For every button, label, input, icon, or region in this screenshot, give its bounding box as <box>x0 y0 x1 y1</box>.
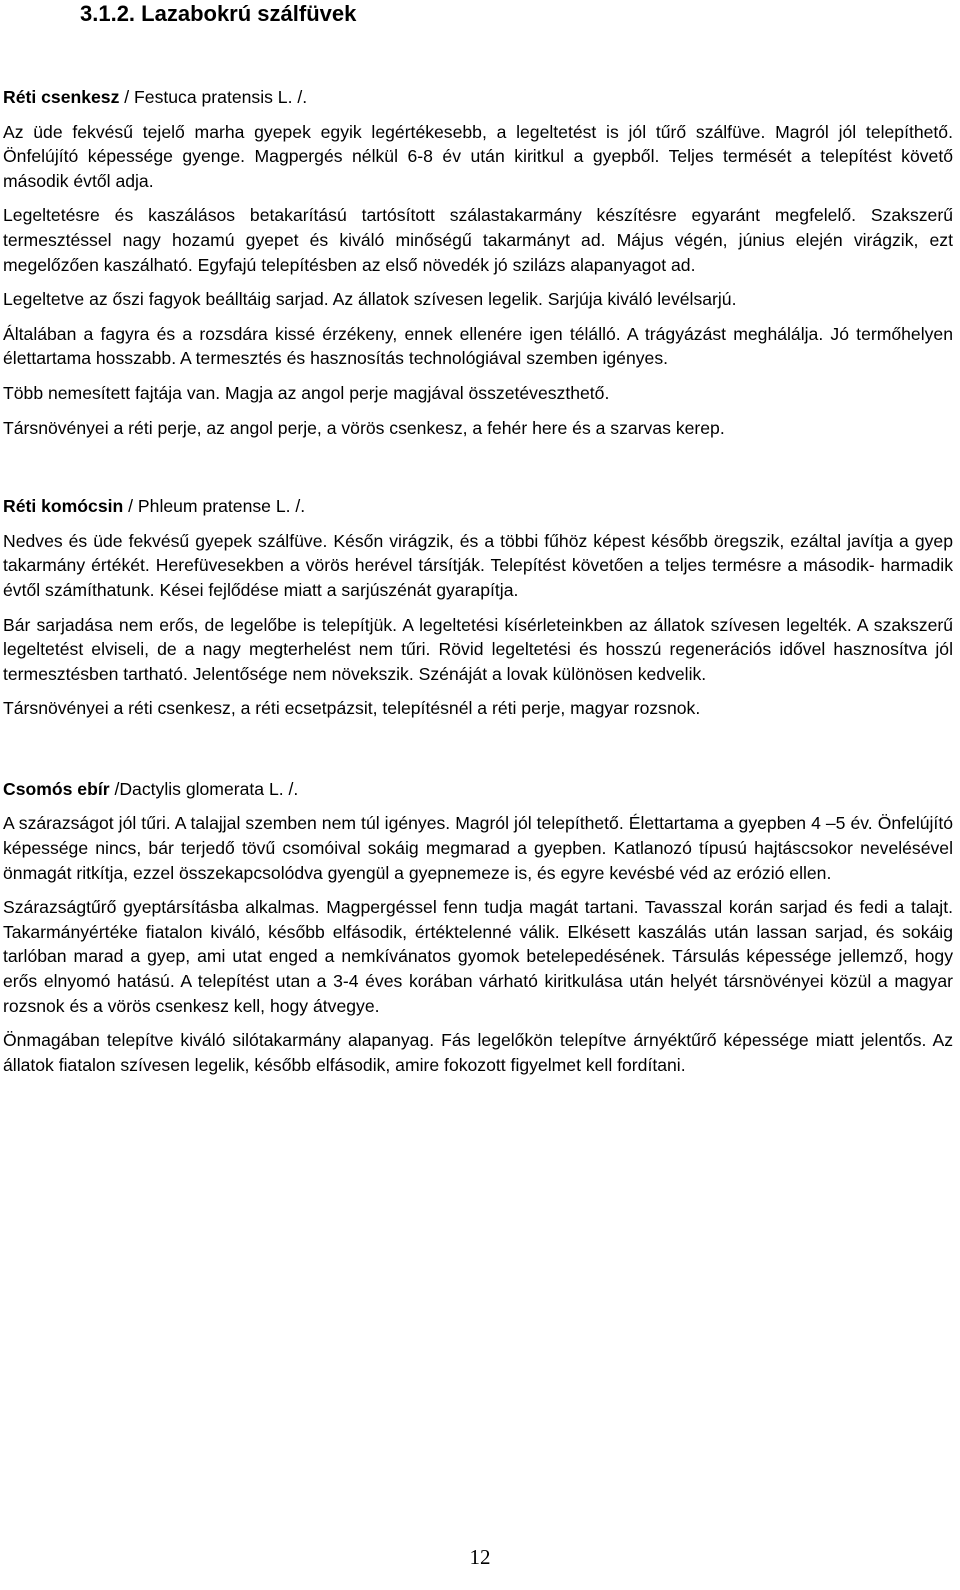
species-name: Réti komócsin <box>3 496 124 517</box>
species-title <box>3 777 953 802</box>
page-number: 12 <box>469 1545 491 1569</box>
paragraph: Bár sarjadása nem erős, de legelőbe is telepítjük. A legeltetési kísérleteinkben az állatok szívesen legelték. A szakszerű legeltetést elviseli, de a nagy megterhelést nem tűri. Rövid legeltetési és hosszú regenerációs idővel hasznosítva jól termesztésben tartható. Jelentősége nem növekszik. Szénáját a lovak különösen kedvelik. <box>3 614 953 684</box>
paragraph: Társnövényei a réti csenkesz, a réti ecsetpázsit, telepítésnél a réti perje, magyar rozsnok. <box>3 698 701 719</box>
species-block-reti-csenkesz <box>3 85 953 440</box>
paragraph: Legeltetve az őszi fagyok beálltáig sarjad. Az állatok szívesen legelik. Sarjúja kiváló levélsarjú. <box>3 289 737 310</box>
paragraph: Legeltetésre és kaszálásos betakarítású tartósított szálastakarmány készítésre egyaránt megfelelő. Szakszerű termesztéssel nagy hozamú gyepet és kiváló minőségű takarmányt ad. Május végén, június elején virágzik, ezt megelőzően kaszálható. Egyfajú telepítésben az első növedék jó szilázs alapanyagot ad. <box>3 205 953 275</box>
paragraph: Szárazságtűrő gyeptársításba alkalmas. Magpergéssel fenn tudja magát tartani. Tavasszal korán sarjad és fedi a talajt. Takarmányértéke fiatalon kiváló, később elfásodik, értéktelenné válik. Elkésett kaszálás után lassan sarjad, és sokáig tarlóban marad a gyep, ami utat enged a nemkívánatos gyomok betelepedésének. Társulás képessége jellemző, hogy erős elnyomó hatású. A telepítést utan a 3-4 éves korában várható kiritkulása után helyét társnövényei közül a magyar rozsnok és a vörös csenkesz kell, hogy átvegye. <box>3 897 953 1016</box>
paragraph: Önmagában telepítve kiváló silótakarmány alapanyag. Fás legelőkön telepítve árnyéktűrő képessége miatt jelentős. Az állatok fiatalon szívesen legelik, később elfásodik, amire fokozott figyelmet kell fordítani. <box>3 1030 953 1075</box>
paragraph: Társnövényei a réti perje, az angol perje, a vörös csenkesz, a fehér here és a szarvas kerep. <box>3 417 725 438</box>
species-title <box>3 85 953 110</box>
section-spacer <box>3 450 953 494</box>
species-latin-name: /Dactylis glomerata L. /. <box>109 778 299 799</box>
species-latin-name: / Phleum pratense L. /. <box>123 496 306 517</box>
paragraph: Az üde fekvésű tejelő marha gyepek egyik legértékesebb, a legeltetést is jól tűrő szálfüve. Magról jól telepíthető. Önfelújító képessége gyenge. Magpergés nélkül 6-8 év után kiritkul a gyepből. Teljes termését a telepítést követő második évtől adja. <box>3 121 953 191</box>
species-name: Csomós ebír <box>3 778 110 799</box>
paragraph: Általában a fagyra és a rozsdára kissé érzékeny, ennek ellenére igen télálló. A trágyázást meghálálja. Jó termőhelyen élettartama hosszabb. A termesztés és hasznosítás technológiával szemben igényes. <box>3 323 953 369</box>
species-block-csomos-ebir <box>3 777 953 1078</box>
paragraph: Nedves és üde fekvésű gyepek szálfüve. Későn virágzik, és a többi fűhöz képest később öregszik, ezáltal javítja a gyep takarmány értékét. Herefüvesekben a vörös herével társítják. Telepítést követően a teljes termésre a második- harmadik évtől számíthatunk. Kései fejlődése miatt a sarjúszénát gyarapítja. <box>3 530 953 600</box>
paragraph: Több nemesített fajtája van. Magja az angol perje magjával összetéveszthető. <box>3 382 610 403</box>
species-latin-name: / Festuca pratensis L. /. <box>119 87 308 107</box>
section-heading: 3.1.2. Lazabokrú szálfüvek <box>80 1 357 26</box>
species-title <box>3 494 953 519</box>
species-name: Réti csenkesz <box>3 87 120 107</box>
section-spacer <box>3 731 953 777</box>
species-block-reti-komocsin <box>3 494 953 721</box>
paragraph: A szárazságot jól tűri. A talajjal szemben nem túl igényes. Magról jól telepíthető. Élettartama a gyepben 4 –5 év. Önfelújító képessége nincs, bár terjedő tövű csomóival sokáig megmarad a gyepben. Katlanozó típusú hajtáscsokor nevelésével önmagát ritkítja, ezzel összekapcsolódva gyengül a gyepnemeze is, és egyre kevésbé véd az erózió ellen. <box>3 813 953 883</box>
document-body <box>3 85 953 1087</box>
